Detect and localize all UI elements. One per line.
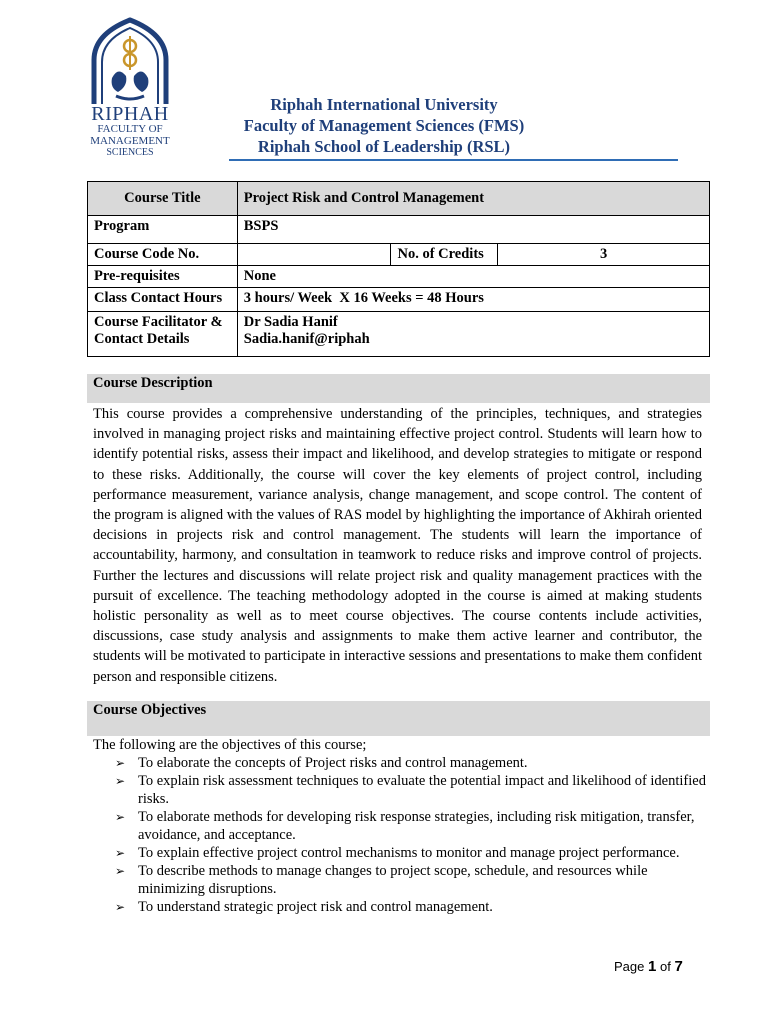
objective-text: To explain effective project control mechanisms to monitor and manage project performance. xyxy=(138,845,680,861)
course-code-row xyxy=(88,244,710,266)
header-divider xyxy=(229,159,678,161)
page-of-label: of xyxy=(659,959,671,974)
objective-text: To elaborate methods for developing risk response strategies, including risk mitigation, transfer, avoidance, and acceptance. xyxy=(138,809,695,843)
prereq-label: Pre-requisites xyxy=(88,266,238,288)
facilitator-row xyxy=(88,312,710,357)
page-total: 7 xyxy=(674,958,683,975)
objectives-intro: The following are the objectives of this course; xyxy=(93,737,367,753)
contact-hours-value: 3 hours/ Week X 16 Weeks = 48 Hours xyxy=(237,288,709,312)
course-title-row xyxy=(88,182,710,216)
objective-text: To describe methods to manage changes to project scope, schedule, and resources while minimizing disruptions. xyxy=(138,863,648,897)
facilitator-label xyxy=(88,312,238,357)
riphah-logo xyxy=(82,16,178,158)
page-current: 1 xyxy=(648,958,657,975)
objective-text: To elaborate the concepts of Project risks and control management. xyxy=(138,755,528,771)
school-name: Riphah School of Leadership (RSL) xyxy=(257,137,511,156)
arrowhead-bullet-icon: ➢ xyxy=(115,846,126,860)
page-number xyxy=(614,958,683,975)
course-objectives-heading-text: Course Objectives xyxy=(93,702,207,718)
course-title-label: Course Title xyxy=(88,182,238,216)
facilitator-email[interactable]: Sadia.hanif@riphah xyxy=(243,331,370,347)
contact-hours-row xyxy=(88,288,710,312)
prereq-value: None xyxy=(237,266,709,288)
page-label: Page xyxy=(614,959,645,974)
contact-hours-label: Class Contact Hours xyxy=(88,288,238,312)
logo-subtitle-line3: SCIENCES xyxy=(106,147,154,158)
objective-item xyxy=(113,808,713,844)
course-description-text: This course provides a comprehensive understanding of the principles, techniques, and strategies involved in managing project risks and maintaining effective project control. Students will learn how to identify potential risks, assess their impact and likelihood, and develop strategies to mitigate or respond to these risks. Additionally, the course will cover the key elements of project control, including performance measurement, variance analysis, change management, and scope control. The content of the program is aligned with the values of RAS model by highlighting the importance of Akhirah oriented decisions in projects risk and control management. The students will learn the importance of accountability, harmony, and consultation in teamwork to reduce risks and improve control of projects. Further the lectures and discussions will relate project risk and quality management practices with the pursuit of excellence. The teaching methodology adopted in the course is aimed at making students holistic personality as well as to meet course objectives. The course contents include activities, discussions, case study analysis and assignments to make them active learner and contributor, the students will be motivated to participate in interactive sessions and presentations to make them confident person and responsible citizens. xyxy=(93,406,702,685)
university-name: Riphah International University xyxy=(270,95,498,114)
logo-subtitle-line1: FACULTY OF xyxy=(97,123,163,135)
course-title-value: Project Risk and Control Management xyxy=(237,182,709,216)
objective-item xyxy=(113,862,713,898)
program-value: BSPS xyxy=(237,216,709,244)
objective-item xyxy=(113,898,713,916)
objective-text: To understand strategic project risk and control management. xyxy=(138,899,493,915)
facilitator-name: Dr Sadia Hanif xyxy=(243,314,338,330)
course-objectives-heading xyxy=(87,701,710,736)
program-label: Program xyxy=(88,216,238,244)
arrowhead-bullet-icon: ➢ xyxy=(115,810,126,824)
arrowhead-bullet-icon: ➢ xyxy=(115,756,126,770)
objective-item xyxy=(113,772,713,808)
objectives-list xyxy=(113,754,713,916)
credits-label: No. of Credits xyxy=(391,244,498,266)
facilitator-label-line1: Course Facilitator & xyxy=(94,314,223,330)
course-code-label: Course Code No. xyxy=(88,244,238,266)
arrowhead-bullet-icon: ➢ xyxy=(115,900,126,914)
facilitator-label-line2: Contact Details xyxy=(94,331,190,347)
course-description-heading xyxy=(87,374,710,403)
course-description-heading-text: Course Description xyxy=(93,375,213,391)
course-info-table xyxy=(87,181,710,357)
facilitator-details xyxy=(237,312,709,357)
prereq-row xyxy=(88,266,710,288)
credits-value: 3 xyxy=(498,244,710,266)
program-row xyxy=(88,216,710,244)
objective-text: To explain risk assessment techniques to evaluate the potential impact and likelihood of identified risks. xyxy=(138,773,706,807)
arrowhead-bullet-icon: ➢ xyxy=(115,774,126,788)
riphah-emblem-icon xyxy=(82,16,178,106)
faculty-name: Faculty of Management Sciences (FMS) xyxy=(243,116,525,135)
logo-subtitle-line2: MANAGEMENT xyxy=(90,135,170,147)
arrowhead-bullet-icon: ➢ xyxy=(115,864,126,878)
objective-item xyxy=(113,844,713,862)
logo-title: RIPHAH xyxy=(91,103,169,125)
objective-item xyxy=(113,754,713,772)
course-code-value xyxy=(237,244,391,266)
header-titles xyxy=(200,94,568,157)
